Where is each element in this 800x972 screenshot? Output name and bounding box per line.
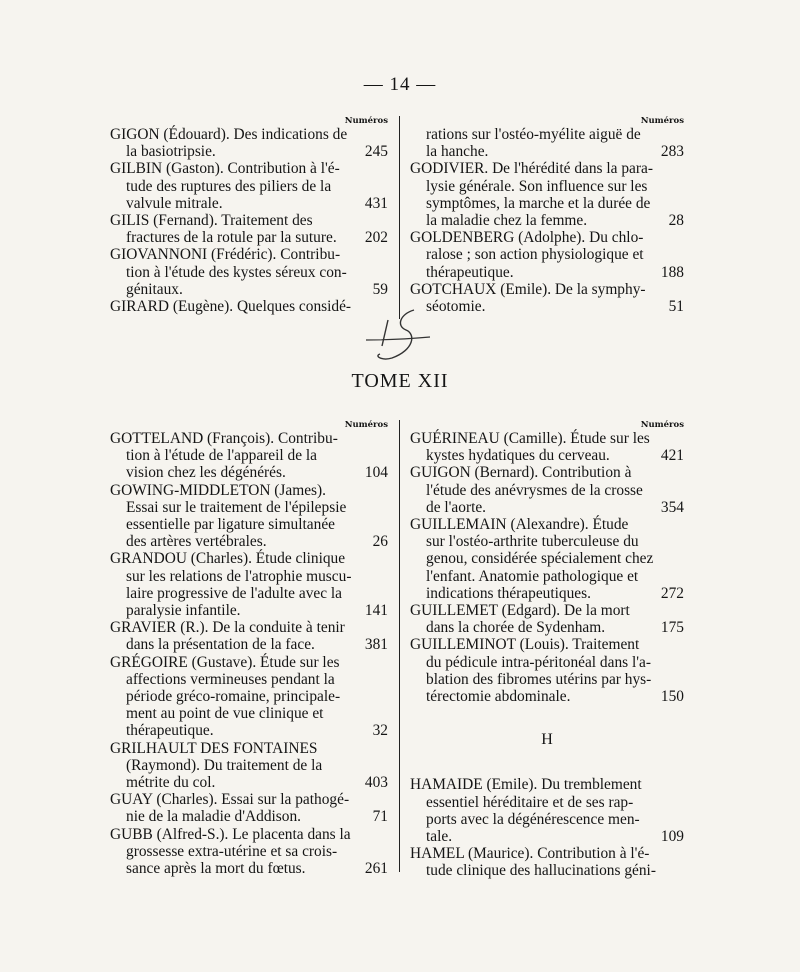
numbers-header: Numéros xyxy=(640,116,684,126)
entry-line: ports avec la dégénérescence men- xyxy=(426,810,640,828)
entry-line: affections vermineuses pendant la xyxy=(126,670,335,688)
entry-line: métrite du col. xyxy=(126,774,216,792)
index-entry xyxy=(410,845,684,879)
entry-line: GRAVIER (R.). De la conduite à tenir xyxy=(110,619,345,637)
column-divider-top xyxy=(399,116,400,319)
entry-line: GRÉGOIRE (Gustave). Étude sur les xyxy=(110,653,340,671)
index-entry xyxy=(410,464,684,516)
index-entry xyxy=(110,826,388,878)
index-entry xyxy=(410,281,684,315)
entry-line: GUIGON (Bernard). Contribution à xyxy=(410,464,632,482)
volume-title: TOME XII xyxy=(351,370,449,392)
index-entry xyxy=(110,212,388,246)
entry-line: paralysie infantile. xyxy=(126,602,241,620)
entry-line: GOTCHAUX (Emile). De la symphy- xyxy=(410,280,646,298)
top-left-column xyxy=(110,116,388,315)
index-entry xyxy=(110,160,388,212)
entry-line: lysie générale. Son influence sur les xyxy=(426,177,648,195)
entry-line: GODIVIER. De l'hérédité dans la para- xyxy=(410,160,653,178)
page-number: — 14 — xyxy=(363,74,437,95)
entry-line: térectomie abdominale. xyxy=(426,688,571,706)
index-entry xyxy=(410,776,684,845)
entry-page-number: 421 xyxy=(660,447,684,465)
index-entry xyxy=(110,740,388,792)
index-entry xyxy=(110,430,388,482)
index-entry xyxy=(410,636,684,705)
entry-line: dans la chorée de Sydenham. xyxy=(426,619,606,637)
entry-line: essentielle par ligature simultanée xyxy=(126,516,335,534)
entry-line: l'enfant. Anatomie pathologique et xyxy=(426,567,639,585)
index-entry xyxy=(410,516,684,602)
entry-line: laire progressive de l'adulte avec la xyxy=(126,584,343,602)
entry-line: tude clinique des hallucinations géni- xyxy=(426,862,656,880)
entry-line: sur les relations de l'atrophie muscu- xyxy=(126,567,352,585)
index-entry xyxy=(110,482,388,551)
numbers-header: Numéros xyxy=(344,420,388,430)
index-entry xyxy=(110,246,388,298)
bottom-left-column xyxy=(110,420,388,877)
entry-line: GILIS (Fernand). Traitement des xyxy=(110,212,313,230)
index-entry xyxy=(410,160,684,229)
entry-line: essentiel héréditaire et de ses rap- xyxy=(426,793,634,811)
entry-page-number xyxy=(678,862,684,879)
entry-line: GUÉRINEAU (Camille). Étude sur les xyxy=(410,430,650,447)
entry-line: vision chez les dégénérés. xyxy=(126,464,286,482)
entry-page-number: 403 xyxy=(364,774,388,792)
top-right-column xyxy=(410,116,684,315)
entry-line: Essai sur le traitement de l'épilepsie xyxy=(126,498,347,516)
entry-page-number: 431 xyxy=(364,194,388,212)
entry-page-number: 354 xyxy=(660,498,684,516)
entry-page-number: 141 xyxy=(364,602,388,620)
entry-line: valvule mitrale. xyxy=(126,194,223,212)
entry-line: thérapeutique. xyxy=(126,722,214,740)
handwritten-mark xyxy=(352,306,444,362)
entry-line: du pédicule intra-péritonéal dans l'a- xyxy=(426,653,651,671)
entry-line: période gréco-romaine, principale- xyxy=(126,688,341,706)
index-entry xyxy=(110,550,388,619)
entry-line: GILBIN (Gaston). Contribution à l'é- xyxy=(110,160,340,178)
entry-page-number: 272 xyxy=(660,584,684,602)
entry-line: HAMEL (Maurice). Contribution à l'é- xyxy=(410,845,650,863)
entry-line: sur l'ostéo-arthrite tuberculeuse du xyxy=(426,533,639,551)
entry-line: symptômes, la marche et la durée de xyxy=(426,194,651,212)
entry-line: (Raymond). Du traitement de la xyxy=(126,756,323,774)
entry-line: la maladie chez la femme. xyxy=(426,212,588,230)
entry-line: thérapeutique. xyxy=(426,263,514,281)
entry-line: GOTTELAND (François). Contribu- xyxy=(110,430,338,447)
column-divider-bottom xyxy=(399,420,400,872)
entry-line: GUILLEMINOT (Louis). Traitement xyxy=(410,636,640,654)
entry-line: de l'aorte. xyxy=(426,498,487,516)
index-entry xyxy=(410,229,684,281)
entry-page-number: 175 xyxy=(660,619,684,637)
entry-line: la basiotripsie. xyxy=(126,143,216,161)
entry-line: GUAY (Charles). Essai sur la pathogé- xyxy=(110,791,350,809)
entry-line: indications thérapeutiques. xyxy=(426,584,591,602)
entry-line: ralose ; son action physiologique et xyxy=(426,246,644,264)
entry-line: ment au point de vue clinique et xyxy=(126,705,324,723)
entry-line: fractures de la rotule par la suture. xyxy=(126,229,337,247)
entry-line: séotomie. xyxy=(426,298,486,316)
entry-page-number: 381 xyxy=(364,636,388,654)
entry-page-number: 104 xyxy=(364,464,388,482)
entry-page-number: 283 xyxy=(660,143,684,161)
entry-line: l'étude des anévrysmes de la crosse xyxy=(426,481,643,499)
index-entry xyxy=(110,791,388,825)
index-entry xyxy=(110,619,388,653)
section-letter: H xyxy=(541,731,553,749)
entry-line: la hanche. xyxy=(426,143,489,161)
entry-line: HAMAIDE (Emile). Du tremblement xyxy=(410,776,642,794)
entry-page-number: 71 xyxy=(372,808,388,826)
entry-line: nie de la maladie d'Addison. xyxy=(126,808,302,826)
entry-line: rations sur l'ostéo-myélite aiguë de xyxy=(426,126,641,143)
entry-line: GRILHAULT DES FONTAINES xyxy=(110,739,318,757)
index-entry xyxy=(410,602,684,636)
entry-line: tion à l'étude des kystes séreux con- xyxy=(126,263,347,281)
entry-line: GUILLEMET (Edgard). De la mort xyxy=(410,602,630,620)
entry-page-number: 26 xyxy=(372,533,388,551)
entry-line: blation des fibromes utérins par hys- xyxy=(426,670,652,688)
entry-line: des artères vertébrales. xyxy=(126,533,267,551)
entry-line: GOLDENBERG (Adolphe). Du chlo- xyxy=(410,229,644,247)
index-entry xyxy=(110,298,388,315)
entry-line: grossesse extra-utérine et sa crois- xyxy=(126,842,338,860)
entry-page-number: 59 xyxy=(372,280,388,298)
index-entry xyxy=(110,654,388,740)
entry-line: génitaux. xyxy=(126,280,183,298)
entry-line: sance après la mort du fœtus. xyxy=(126,860,306,878)
bottom-right-column xyxy=(410,420,684,880)
numbers-header: Numéros xyxy=(344,116,388,126)
entry-page-number: 261 xyxy=(364,860,388,878)
index-entry xyxy=(110,126,388,160)
index-entry xyxy=(410,126,684,160)
entry-page-number: 188 xyxy=(660,263,684,281)
entry-line: GOWING-MIDDLETON (James). xyxy=(110,481,326,499)
index-entry xyxy=(410,430,684,464)
entry-page-number: 150 xyxy=(660,688,684,706)
entry-page-number: 109 xyxy=(660,828,684,846)
entry-line: tion à l'étude de l'appareil de la xyxy=(126,447,318,465)
entry-line: kystes hydatiques du cerveau. xyxy=(426,447,610,465)
entry-page-number: 32 xyxy=(372,722,388,740)
entry-line: GUILLEMAIN (Alexandre). Étude xyxy=(410,516,629,534)
entry-line: GIGON (Édouard). Des indications de xyxy=(110,126,348,143)
entry-page-number: 28 xyxy=(668,212,684,230)
numbers-header: Numéros xyxy=(640,420,684,430)
entry-page-number: 51 xyxy=(668,298,684,316)
entry-line: tale. xyxy=(426,828,453,846)
entry-page-number: 245 xyxy=(364,143,388,161)
entry-page-number: 202 xyxy=(364,229,388,247)
entry-line: GUBB (Alfred-S.). Le placenta dans la xyxy=(110,825,351,843)
entry-line: tude des ruptures des piliers de la xyxy=(126,177,332,195)
entry-line: GIRARD (Eugène). Quelques considé- xyxy=(110,298,352,316)
entry-line: GIOVANNONI (Frédéric). Contribu- xyxy=(110,246,341,264)
entry-line: genou, considérée spécialement chez xyxy=(426,550,654,568)
entry-line: GRANDOU (Charles). Étude clinique xyxy=(110,550,346,568)
entry-line: dans la présentation de la face. xyxy=(126,636,315,654)
